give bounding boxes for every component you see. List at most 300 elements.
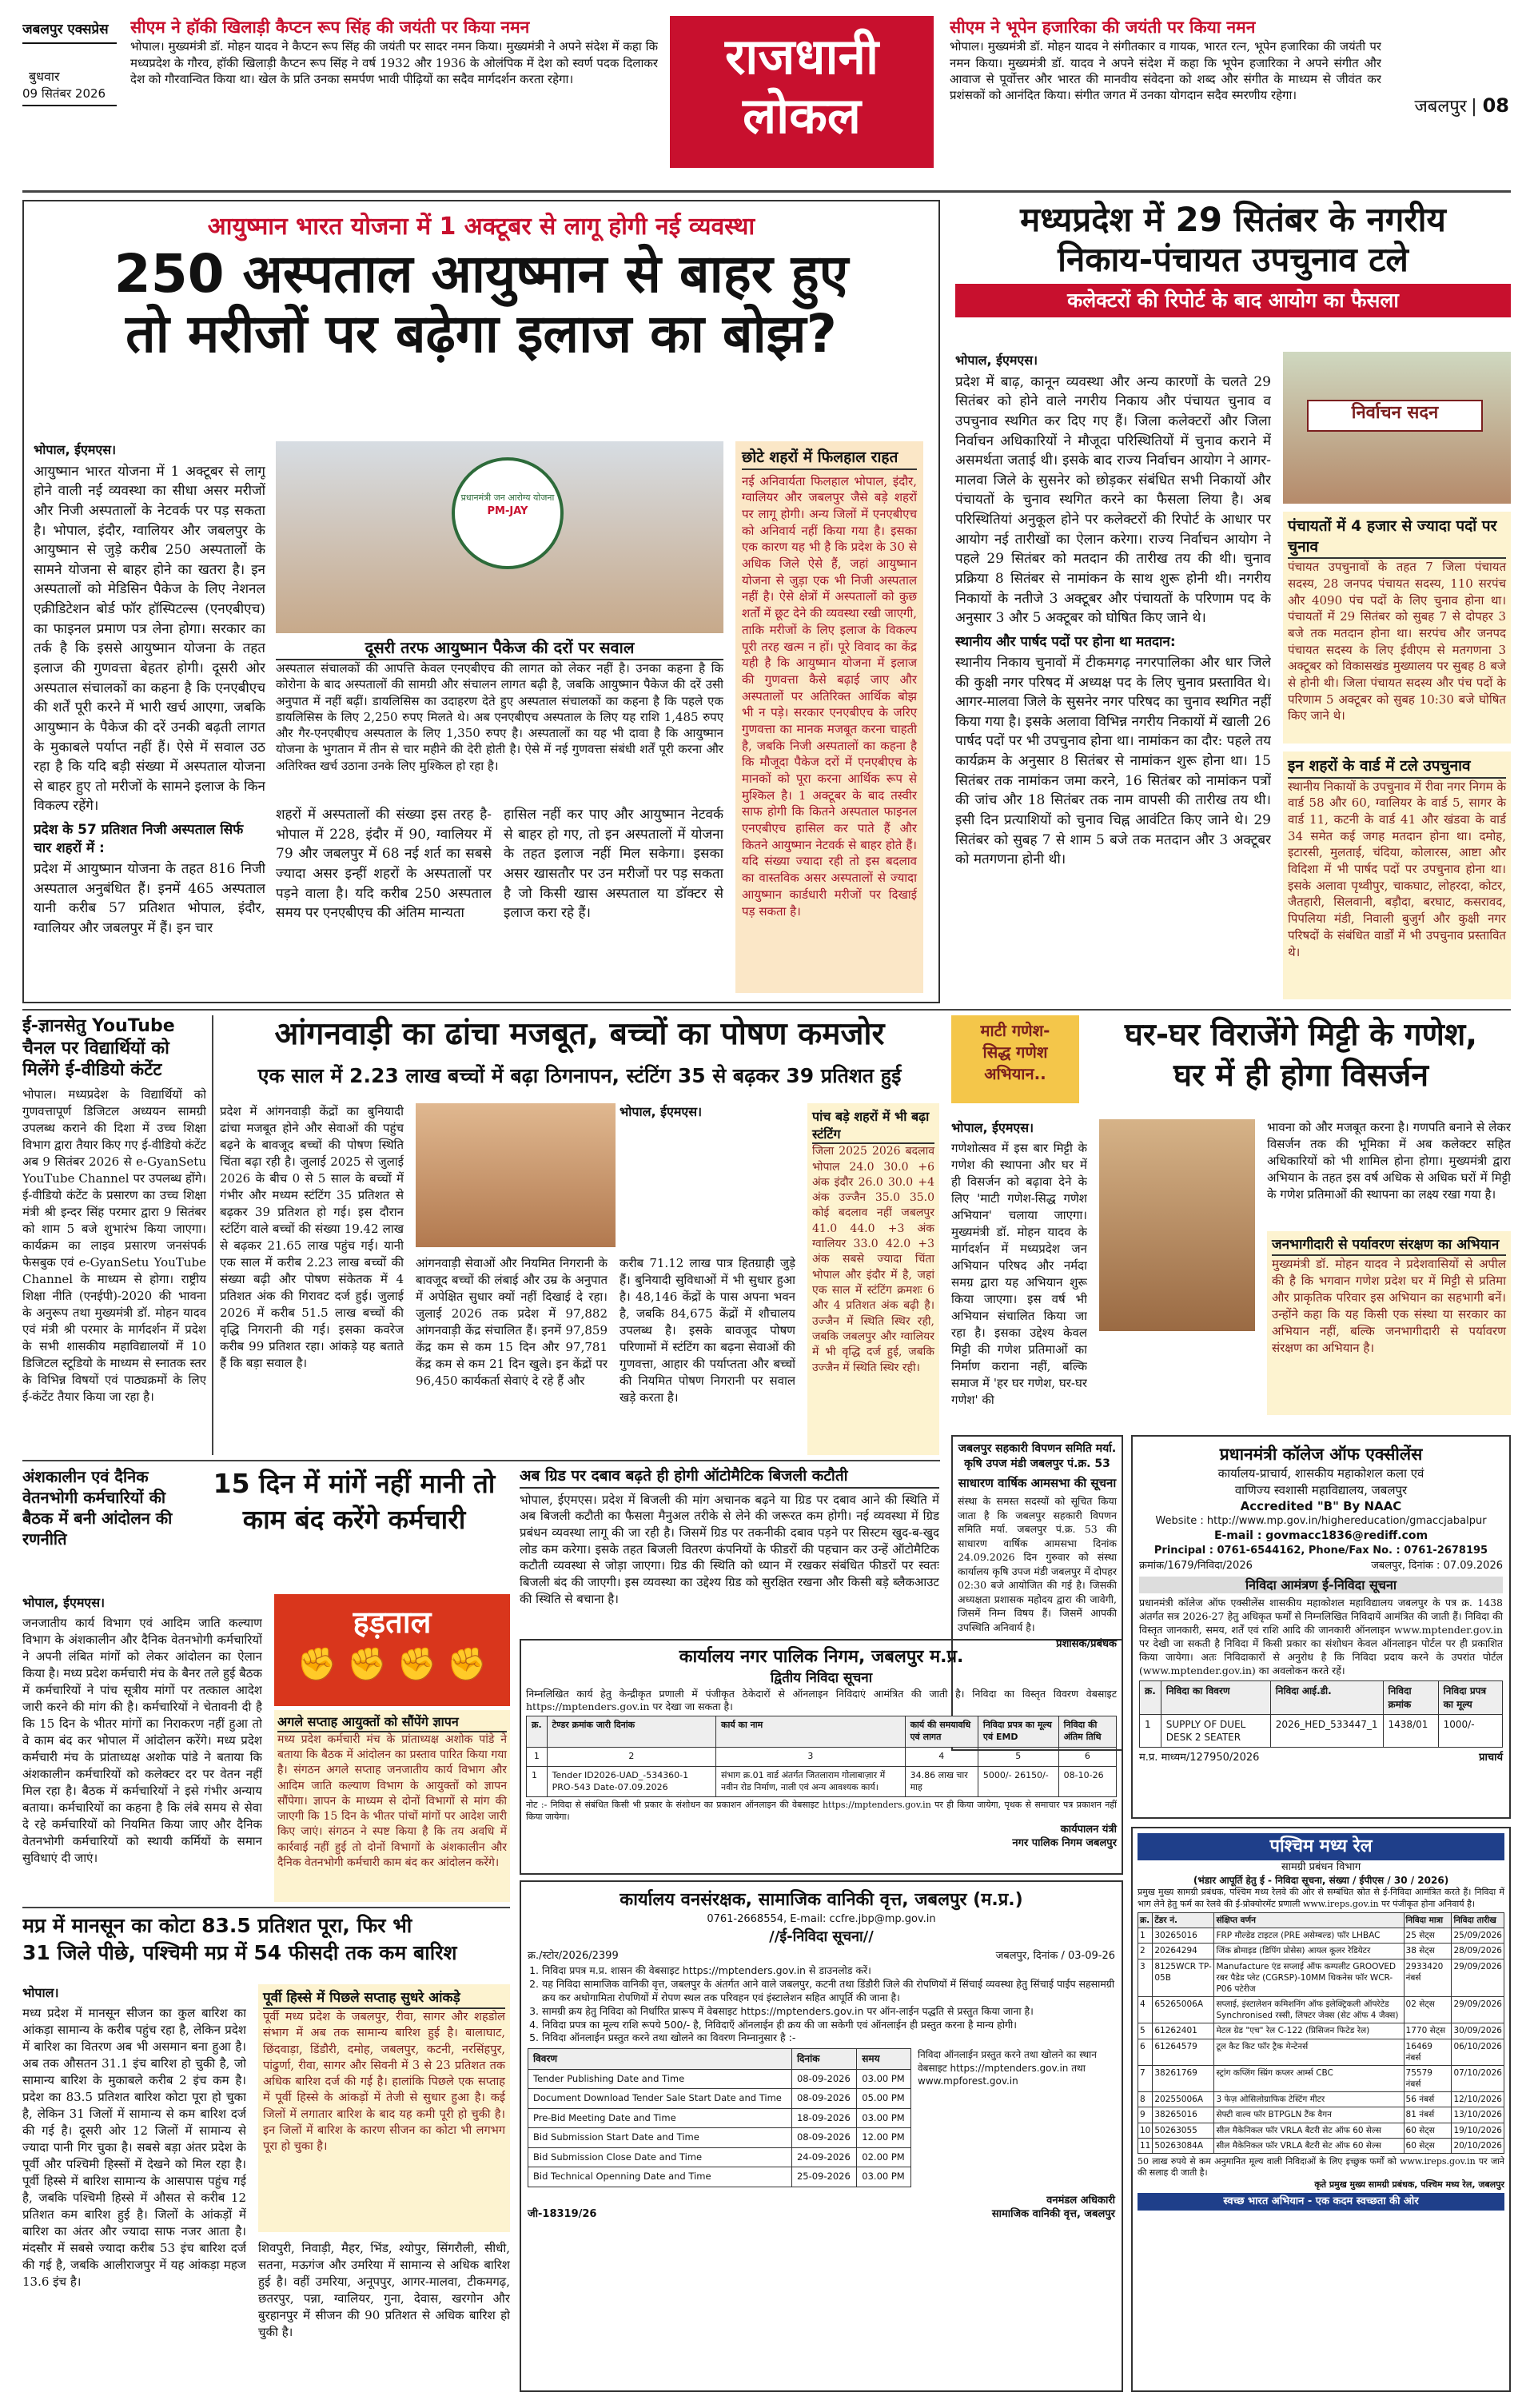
ayushman-col3-text: हासिल नहीं कर पाए और आयुष्मान नेटवर्क से बाहर हो गए, तो इन अस्पतालों में योजना के तहत इलाज नहीं मिल सकेगा। इसका असर खासतौर पर उन मरीजों पर पड़ सकता है जो किसी खास अस्पताल या डॉक्टर से इलाज करा रहे हैं।	[504, 807, 723, 922]
table-cell: 30/09/2026	[1452, 2023, 1504, 2039]
table-cell: सप्लाई, इंस्टालेशन कमिशनिंग ऑफ इलेक्ट्रिकली ऑपरेटेड Synchronised रस्सी, लिफ्टर जेक्स (सेट ऑफ 4 जैक्स)	[1214, 1997, 1404, 2023]
election-box1-text: पंचायत उपचुनावों के तहत 7 जिला पंचायत सदस्य, 28 जनपद पंचायत सदस्य, 110 सरपंच और 4090 पंच पदों के लिए चुनाव होना था। पंचायतों में 29 सितंबर को सुबह 7 से दोपहर 3 बजे तक मतदान होना था। सरपंच और जनपद पंचायत सदस्य के लिए ईवीएम से मतगणना 3 अक्टूबर को विकासखंड मुख्यालय पर सुबह 8 बजे से होनी थी। जिला पंचायत सदस्य और पंच पदों के परिणाम 5 अक्टूबर को सुबह 10:30 बजे घोषित किए जाने थे।	[1288, 560, 1506, 724]
ganesh-dateline: भोपाल, ईएमएस।	[951, 1120, 1034, 1135]
table-cell: 03.00 PM	[857, 2167, 911, 2187]
ganesh-tag-1: माटी गणेश-	[980, 1021, 1050, 1040]
election-box2	[1283, 752, 1511, 999]
table-cell: 11	[1138, 2138, 1153, 2153]
table-cell: 3	[1138, 1959, 1153, 1997]
table-row	[528, 2089, 911, 2109]
table-row	[1140, 1714, 1503, 1747]
anganwadi-col1	[220, 1103, 404, 1455]
railway-tender-head: (भंडार आपूर्ति हेतु ई - निविदा सूचना, संख्या / ईपीएस / 30 / 2026)	[1193, 1875, 1449, 1887]
table-cell: मेटल ग्रेड "एच" रेल C-122 (प्रिसिजन फिटेड रेल)	[1214, 2023, 1404, 2039]
table-cell: 1	[527, 1766, 548, 1797]
ayushman-caption-title: दूसरी तरफ आयुष्मान पैकेज की दरों पर सवाल	[276, 637, 723, 660]
table-cell: FRP मौल्डेड टाइटल (PRE असेम्बल्ड) फॉर LHBAC	[1214, 1928, 1404, 1944]
table-cell: 18-09-2026	[791, 2108, 856, 2128]
list-item: 3. सामग्री क्रय हेतु निविदा को निर्धारित प्रारूप में वेबसाइट https://mptenders.gov.in पर ऑन-लाईन पद्धति से प्रस्तुत किया जाना है।	[542, 2005, 1115, 2019]
ayushman-dateline: भोपाल, ईएमएस।	[34, 442, 117, 457]
monsoon-headline-1: मप्र में मानसून का कोटा 83.5 प्रतिशत पूरा, फिर भी	[22, 1914, 412, 1937]
table-cell: 4	[905, 1747, 978, 1766]
karmchari-kicker-wrap	[22, 1466, 190, 1586]
table-cell: 81 नंबर्स	[1404, 2107, 1452, 2123]
brief-bhupen	[950, 16, 1381, 168]
van-contact: 0761-2668554, E-mail: ccfre.jbp@mp.gov.in	[707, 1912, 936, 1925]
van-ref-date: जबलपुर, दिनांक / 03-09-26	[995, 1949, 1115, 1962]
table-row	[528, 2069, 911, 2089]
monsoon-col3-text: शिवपुरी, निवाड़ी, मैहर, भिंड, श्योपुर, सिंगरौली, सीधी, सतना, मऊगंज और उमरिया में सामान्य से अधिक बारिश हुई है। वहीं उमरिया, अनूपपुर, आगर-मालवा, टीकमगढ़, छतरपुर, पन्ना, ग्वालियर, गुना, देवास, खरगोन और बुरहानपुर में सीजन की 90 प्रतिशत से अधिक बारिश हो चुकी है।	[258, 2241, 510, 2339]
brief-bhupen-text: भोपाल। मुख्यमंत्री डॉ. मोहन यादव ने संगीतकार व गायक, भारत रत्न, भूपेन हजारिका की जयंती पर नमन किया। मुख्यमंत्री डॉ. यादव ने अपने संदेश में कहा कि भूपेन हजारिका ने अपने संगीत और आवाज से पूर्वोत्तर और भारत की मानवीय संवेदना को शब्द और संगीत के माध्यम से जीवंत कर प्रशंसकों को आनंदित किया। संगीत जगत में उनका योगदान सदैव स्मरणीय रहेगा।	[950, 39, 1381, 103]
table-cell: Pre-Bid Meeting Date and Time	[528, 2108, 792, 2128]
election-col1	[955, 352, 1271, 999]
page-label: जबलपुर | 08	[1414, 94, 1509, 117]
story-karmchari	[22, 1466, 510, 1902]
table-cell: 08-09-2026	[791, 2089, 856, 2109]
van-ref-row	[528, 1949, 1115, 1963]
college-ref-date: जबलपुर, दिनांक : 07.09.2026	[1371, 1560, 1503, 1573]
table-cell: 65265006A	[1153, 1997, 1214, 2023]
election-box2-text: स्थानीय निकायों के उपचुनाव में रीवा नगर निगम के वार्ड 58 और 60, ग्वालियर के वार्ड 5, सागर के वार्ड 11, कटनी के वार्ड 41 और खंडवा के वार्ड 34 समेत कई जगह मतदान होना था। दमोह, इटारसी, मुलताई, चंदिया, कोलारस, आष्टा और विदिशा में भी पार्षद पदों पर उपचुनाव होना था। इसके अलावा पृथ्वीपुर, चाकघाट, लोहरदा, कोटर, जैतहारी, सिलवानी, बड़ौदा, बरघाट, कसरावद, पिपलिया मंडी, निवाली बुजुर्ग और कुक्षी नगर परिषदों के संबंधित वार्डों में भी उपचुनाव प्रस्तावित थे।	[1288, 779, 1506, 959]
table-cell: 1	[1138, 1928, 1153, 1944]
nigam-signature	[526, 1823, 1117, 1851]
ayushman-col3	[504, 805, 723, 993]
election-body2: स्थानीय निकाय चुनावों में टीकमगढ़ नगरपालिका और धार जिले की कुक्षी नगर परिषद में अध्यक्ष पद के लिए चुनाव प्रस्तावित थे। आगर-मालवा जिले के सुसनेर नगर परिषद का चुनाव स्थगित नहीं किया गया है। इसके अलावा विभिन्न नगरीय निकायों में खाली 26 पार्षद पदों पर भी उपचुनाव होना था। नामांकन का दौर: पहले तय कार्यक्रम के अनुसार 8 सितंबर से नामांकन शुरू होना था। 15 सितंबर तक नामांकन जमा करने, 16 सितंबर को नामांकन पत्रों की जांच और 18 सितंबर तक नाम वापसी की तारीख तय थी। इसी दिन प्रत्याशियों को चुनाव चिह्न आवंटित किए जाने थे। 29 सितंबर को सुबह 7 से शाम 5 बजे तक मतदान और 3 अक्टूबर को मतगणना होनी थी।	[955, 654, 1271, 868]
table-cell: Document Download Tender Sale Start Date and Time	[528, 2089, 792, 2109]
table-cell: 30265016	[1153, 1928, 1214, 1944]
table-cell: 5000/- 26150/-	[978, 1766, 1058, 1797]
day: बुधवार	[29, 68, 60, 84]
ad-college	[1131, 1435, 1511, 1819]
van-sign-1: वनमंडल अधिकारी	[1046, 2194, 1115, 2207]
table-row	[1138, 2092, 1504, 2107]
van-side-note: निविदा ऑनलाईन प्रस्तुत करने तथा खोलने का स्थान वेबसाइट https://mptenders.gov.in तथा www.mpforest.gov.in	[918, 2049, 1097, 2087]
page-number: 08	[1482, 94, 1509, 117]
railway-note: 50 लाख रुपये से कम अनुमानित मूल्य वाली निविदाओं के लिए इच्छुक फर्मों को www.ireps.gov.in पर जाने की सलाह दी जाती है।	[1138, 2155, 1504, 2179]
sahkari-sign: प्रशासक/प्रबंधक	[1056, 1638, 1117, 1651]
table-cell: 08-09-2026	[791, 2069, 856, 2089]
egyan-headline: ई-ज्ञानसेतु YouTube चैनल पर विद्यार्थियों को मिलेंगे ई-वीडियो कंटेंट	[22, 1016, 175, 1080]
monsoon-box-text: पूर्वी मध्य प्रदेश के जबलपुर, रीवा, सागर और शहडोल संभाग में अब तक सामान्य बारिश हुई है। बालाघाट, छिंदवाड़ा, डिंडौरी, दमोह, जबलपुर, कटनी, नरसिंहपुर, पांढुर्णा, रीवा, सागर और सिवनी में 3 से 23 प्रतिशत तक अधिक बारिश दर्ज की गई है। हालांकि पिछले एक सप्ताह में पूर्वी हिस्से के आंकड़ों में तेजी से सुधार हुआ है। कई जिलों में लगातार बारिश के बाद यह कमी पूरी हो चुकी है। इन जिलों में बारिश के कारण सीजन का कोटा भी लगभग पूरा हो चुका है।	[263, 2010, 505, 2154]
anganwadi-photo	[416, 1103, 616, 1247]
table-cell: 8125WCR TP-05B	[1153, 1959, 1214, 1997]
sahkari-address: कृषि उपज मंडी जबलपुर पं.क्र. 53	[964, 1457, 1110, 1470]
table-cell: Bid Submission Close Date and Time	[528, 2147, 792, 2167]
bijli-headline: अब ग्रिड पर दबाव बढ़ते ही होगी ऑटोमैटिक बिजली कटौती	[520, 1466, 939, 1489]
table-header: निविदा का विवरण	[1161, 1681, 1270, 1714]
list-item: 1. निविदा प्रपत्र म.प्र. शासन की वेबसाइट https://mptenders.gov.in से डाउनलोड करें।	[542, 1964, 1115, 1978]
table-cell: सील मैकेनिकल फॉर VRLA बैटरी सेट ऑफ 60 सेल्स	[1214, 2138, 1404, 2153]
monsoon-dateline: भोपाल।	[22, 1985, 59, 2000]
table-cell: 61264579	[1153, 2039, 1214, 2065]
table-cell: 28/09/2026	[1452, 1944, 1504, 1959]
ayushman-headline-1: 250 अस्पताल आयुष्मान से बाहर हुए	[114, 242, 849, 305]
table-cell: सील मैकेनिकल फॉर VRLA बैटरी सेट ऑफ 60 सेल्स	[1214, 2123, 1404, 2138]
anganwadi-dateline-wrap	[620, 1103, 779, 1122]
table-cell: 2	[1138, 1944, 1153, 1959]
sahkari-body: संस्था के समस्त सदस्यों को सूचित किया जाता है कि जबलपुर सहकारी विपणन समिति मर्या. जबलपुर पं.क्र. 53 की साधारण वार्षिक आमसभा दिनांक 24.09.2026 दिन गुरुवार को संस्था कार्यालय कृषि उपज मंडी जबलपुर में दोपहर 02:30 बजे आयोजित की गई है। जिसकी अध्यक्षता प्रशासक महोदय द्वारा की जावेगी, जिसमें निम्न विषय हैं। जिसमें आपकी उपस्थिति अनिवार्य है।	[958, 1495, 1117, 1633]
table-cell: 34.86 लाख चार माह	[905, 1766, 978, 1797]
nigam-sign-1: कार्यपालन यंत्री	[1060, 1823, 1117, 1836]
nigam-title: कार्यालय नगर पालिक निगम, जबलपुर म.प्र.	[679, 1647, 964, 1667]
ganesh-body1: गणेशोत्सव में इस बार मिट्टी के गणेश की स्थापना और घर में ही विसर्जन को बढ़ावा देने के लिए 'माटी गणेश-सिद्ध गणेश अभियान' चलाया जाएगा। मुख्यमंत्री डॉ. मोहन यादव के मार्गदर्शन में मध्यप्रदेश जन अभियान परिषद और नर्मदा समग्र द्वारा यह अभियान शुरू किया जाएगा। इस वर्ष भी अभियान संचालित किया जा रहा है। इसका उद्देश्य केवल मिट्टी की गणेश प्रतिमाओं का निर्माण कराना नहीं, बल्कि समाज में 'हर घर गणेश, घर-घर गणेश' की	[951, 1140, 1087, 1407]
nigam-note: नोट :- निविदा से संबंधित किसी भी प्रकार के संशोधन का प्रकाशन ऑनलाइन की वेबसाइट https://mptenders.gov.in पर ही किया जायेगा, पृथक से समाचार पत्र प्रकाशन नहीं किया जायेगा।	[526, 1800, 1117, 1822]
table-row	[528, 2128, 911, 2148]
railway-table-body	[1138, 1928, 1504, 2154]
ayushman-caption-text: अस्पताल संचालकों की आपत्ति केवल एनएबीएच की लागत को लेकर नहीं है। उनका कहना है कि कोरोना के बाद अस्पतालों की सामग्री और संचालन लागत बढ़ी है, जबकि आयुष्मान पैकेज की दरें उसी अनुपात में नहीं बढ़ीं। डायलिसिस का उदाहरण देते हुए अस्पताल संचालकों का कहना है कि पहले एक डायलिसिस के लिए 2,250 रुपए मिलते थे। अब एनएबीएच अस्पताल के लिए यह राशि 1,485 रुपए और गैर-एनएबीएच अस्पताल के लिए 1,350 रुपए है। अस्पतालों का यह भी दावा है कि आयुष्मान योजना के भुगतान में तीन से चार महीने की देरी होती है। ऐसे में नई गुणवत्ता संबंधी शर्तें पूरी करना और अतिरिक्त खर्च उठाना उनके लिए मुश्किल हो रहा है।	[276, 661, 723, 773]
college-phone: Principal : 0761-6544162, Phone/Fax No. : 0761-2678195	[1153, 1544, 1488, 1557]
pmjay-logo-icon	[452, 457, 564, 569]
table-cell: 16469 नंबर्स	[1404, 2039, 1452, 2065]
college-sub1: कार्यालय-प्राचार्य, शासकीय महाकोशल कला एवं	[1217, 1466, 1424, 1481]
table-row	[1138, 2039, 1504, 2065]
table-cell: 61262401	[1153, 2023, 1214, 2039]
karmchari-body: जनजातीय कार्य विभाग एवं आदिम जाति कल्याण विभाग के अंशकालीन और दैनिक वेतनभोगी कर्मचारियों ने अपनी लंबित मांगों को लेकर आंदोलन का ऐलान किया है। मध्य प्रदेश कर्मचारी मंच के बैनर तले हुई बैठक में कर्मचारियों ने पांच सूत्रीय मांगों पर तत्काल आदेश जारी करने की मांग की है। कर्मचारियों ने चेतावनी दी है कि 15 दिन के भीतर मांगों का निराकरण नहीं हुआ तो वे काम बंद कर भोपाल में आंदोलन करेंगे। मध्य प्रदेश कर्मचारी मंच के प्रांताध्यक्ष अशोक पांडे ने बताया कि अंशकालीन कर्मचारियों को कलेक्टर दर पर वेतन नहीं मिल रहा है। बैठक में कर्मचारियों ने इसे गंभीर अन्याय बताया। कर्मचारियों का कहना है कि लंबे समय से सेवा दे रहे कर्मचारियों को नियमित किया जाए और दैनिक वेतनभोगी कर्मचारियों को स्थायी कर्मियों के समान सुविधाएं दी जाएं।	[22, 1615, 262, 1865]
van-table-wrap	[528, 2048, 1115, 2187]
railway-title: पश्चिम मध्य रेल	[1138, 1833, 1504, 1860]
ganesh-col1	[951, 1119, 1087, 1431]
ayushman-photo	[276, 441, 723, 633]
ayushman-sidebar-title: छोटे शहरों में फिलहाल राहत	[742, 448, 917, 470]
van-sign-2: सामाजिक वानिकी वृत्त, जबलपुर	[991, 2208, 1115, 2221]
table-cell: 29/09/2026	[1452, 1959, 1504, 1997]
ganesh-tag-3: अभियान..	[984, 1064, 1046, 1083]
table-row	[1138, 2138, 1504, 2153]
table-header: टेंडर नं.	[1153, 1913, 1214, 1928]
ayushman-col1	[34, 441, 265, 993]
table-cell: 60 सेट्स	[1404, 2138, 1452, 2153]
list-item: 2. यह निविदा सामाजिक वानिकी वृत्त, जबलपुर के अंतर्गत आने वाले जबलपुर, कटनी तथा डिंडौरी जिले की रोपणियों में सिंचाई व्यवस्था हेतु सिंचाई पाईप सहसामग्री क्रय कर अधोगामिता रोपणियों में रोपण स्थल तक परिवहन एवं इंस्टालेशन सहित आपूर्ति की जाना है।	[542, 1978, 1115, 2005]
table-cell: 03.00 PM	[857, 2108, 911, 2128]
anganwadi-col2-text: आंगनवाड़ी सेवाओं और नियमित निगरानी के बावजूद बच्चों की लंबाई और उम्र के अनुपात में अपेक्षित सुधार क्यों नहीं दिखाई दे रहा। जुलाई 2026 तक प्रदेश में 97,882 आंगनवाड़ी केंद्र संचालित हैं। इनमें 97,859 केंद्र कम से कम 15 दिन और 97,781 केंद्र कम से कम 21 दिन खुले। इन केंद्रों पर 96,450 कार्यकर्ता सेवाएं दे रहे हैं और	[416, 1256, 608, 1388]
ganesh-headline-2: घर में ही होगा विसर्जन	[1173, 1057, 1429, 1094]
van-footer	[528, 2194, 1115, 2222]
nigam-intro: निम्नलिखित कार्य हेतु केन्द्रीकृत प्रणाली में पंजीकृत ठेकेदारों से ऑनलाइन निविदाएं आमंत्रित की जाती है। निविदा का विस्तृत विवरण वेबसाइट https://mptenders.gov.in पर देखा जा सकता है।	[526, 1687, 1117, 1712]
election-box1	[1283, 512, 1511, 744]
table-header-row	[1138, 1913, 1504, 1928]
anganwadi-col2	[416, 1255, 608, 1455]
ad-railway	[1131, 1827, 1511, 2392]
college-accreditation: Accredited "B" By NAAC	[1240, 1498, 1402, 1513]
nigam-tender-table	[526, 1716, 1117, 1797]
van-sub: //ई-निविदा सूचना//	[769, 1928, 874, 1946]
paper-name: जबलपुर एक्सप्रेस	[22, 21, 117, 44]
table-row	[1138, 1997, 1504, 2023]
table-cell: 8	[1138, 2092, 1153, 2107]
table-cell: 24-09-2026	[791, 2147, 856, 2167]
story-ganesh	[951, 1015, 1511, 1431]
anganwadi-col1-text: प्रदेश में आंगनवाड़ी केंद्रों का बुनियादी ढांचा मजबूत होने और सेवाओं की पहुंच बढ़ने के बावजूद बच्चों की पोषण स्थिति चिंता बढ़ा रही है। जुलाई 2025 से जुलाई 2026 के बीच 0 से 5 साल के बच्चों में गंभीर और मध्यम स्टंटिंग 35 प्रतिशत से बढ़कर 39 प्रतिशत हो गई। इस दौरान स्टंटिंग वाले बच्चों की संख्या 19.42 लाख से बढ़कर 21.65 लाख पहुंच गई। यानी एक साल में करीब 2.23 लाख बच्चों की संख्या बढ़ी और पोषण संकेतक में 4 प्रतिशत अंक की गिरावट दर्ज हुई। जुलाई 2026 में करीब 51.5 लाख बच्चों की वृद्धि निगरानी की गई। इसका कवरेज करीब 99 प्रतिशत रहा। आंकड़े यह बताते हैं कि बड़ा सवाल है।	[220, 1104, 404, 1370]
college-footer	[1139, 1751, 1503, 1765]
ganesh-tag	[951, 1015, 1079, 1103]
karmchari-kicker: अंशकालीन एवं दैनिक वेतनभोगी कर्मचारियों की बैठक में बनी आंदोलन की रणनीति	[22, 1467, 173, 1549]
table-header: दिनांक	[791, 2049, 856, 2069]
table-cell: 07/10/2026	[1452, 2065, 1504, 2091]
ganesh-headline-wrap	[1091, 1015, 1511, 1111]
karmchari-headline-1: 15 दिन में मांगें नहीं मानी तो	[213, 1468, 496, 1499]
table-header: क्र.	[1138, 1913, 1153, 1928]
table-header: संक्षिप्त वर्णन	[1214, 1913, 1404, 1928]
railway-sub: सामग्री प्रबंधन विभाग	[1281, 1860, 1361, 1873]
table-cell: 5	[1138, 2023, 1153, 2039]
ganesh-box	[1267, 1231, 1511, 1415]
nigam-sign-2: नगर पालिक निगम जबलपुर	[1012, 1837, 1117, 1850]
ganesh-tag-2: सिद्ध गणेश	[982, 1043, 1048, 1062]
ayushman-subhead: प्रदेश के 57 प्रतिशत निजी अस्पताल सिर्फ चार शहरों में :	[34, 822, 244, 857]
table-cell: 1	[527, 1747, 548, 1766]
table-cell: संभाग क्र.01 वार्ड अंतर्गत जितलाराम गोलाबाज़ार में नवीन रोड निर्माण, नाली एवं अन्य आवश्यक कार्य।	[716, 1766, 906, 1797]
table-cell: 50263084A	[1153, 2138, 1214, 2153]
monsoon-box	[258, 1984, 510, 2232]
karmchari-caption-text: मध्य प्रदेश कर्मचारी मंच के प्रांताध्यक्ष अशोक पांडे ने बताया कि बैठक में आंदोलन का प्रस्ताव पारित किया गया है। संगठन अगले सप्ताह जनजातीय कार्य विभाग और आदिम जाति कल्याण विभाग के आयुक्तों को ज्ञापन सौंपेगा। ज्ञापन के माध्यम से दोनों विभागों से मांग की जाएगी कि 15 दिन के भीतर पांचों मांगों पर आदेश जारी किए जाएं। संगठन ने स्पष्ट किया है कि तय अवधि में कार्रवाई नहीं हुई तो दोनों विभागों के अंशकालीन और दैनिक वेतनभोगी कर्मचारी काम बंद कर आंदोलन करेंगे।	[277, 1732, 507, 1870]
anganwadi-dateline: भोपाल, ईएमएस।	[620, 1104, 703, 1119]
table-row	[528, 2167, 911, 2187]
table-header-row	[528, 2049, 911, 2069]
karmchari-strike-image	[274, 1594, 510, 1706]
table-cell: 12/10/2026	[1452, 2092, 1504, 2107]
college-email: E-mail : govmacc1836@rediff.com	[1213, 1529, 1428, 1542]
election-building-label: निर्वाचन सदन	[1307, 400, 1483, 432]
table-cell: Bid Submission Start Date and Time	[528, 2128, 792, 2148]
table-cell: 2	[547, 1747, 715, 1766]
table-header: निविदा मात्रा	[1404, 1913, 1452, 1928]
table-cell: 56 नंबर्स	[1404, 2092, 1452, 2107]
college-body: प्रधानमंत्री कॉलेज ऑफ एक्सीलेंस शासकीय महाकोशल महाविद्यालय जबलपुर के पत्र क्र. 1438 अंतर्गत सत्र 2026-27 हेतु अधिकृत फर्मों से निम्नलिखित निविदायें आमंत्रित की जाती हैं। निविदा की विस्तृत जानकारी, समय, शर्तें एवं राशि आदि की जानकारी ऑनलाइन www.mptender.gov.in पर देखी जा सकती है निविदा में किसी प्रकार का संशोधन केवल ऑनलाइन पोर्टल पर ही प्रकाशित किया जायेगा। अतः निविदाकारों से अनुरोध है कि निविदा प्रदाय करने के उपरांत पोर्टल (www.mptender.gov.in) का अवलोकन करते रहें।	[1139, 1597, 1503, 1676]
pmjay-logo-sub: PM-JAY	[487, 504, 528, 517]
college-website: Website : http://www.mp.gov.in/highereducation/gmaccjabalpur	[1155, 1515, 1487, 1528]
table-header: क्र.	[527, 1716, 548, 1748]
monsoon-body: मध्य प्रदेश में मानसून सीजन का कुल बारिश का आंकड़ा सामान्य के करीब पहुंच रहा है, लेकिन प्रदेश में बारिश का वितरण अब भी असमान बना हुआ है। अब तक औसतन 31.1 इंच बारिश हो चुकी है, जो सामान्य बारिश के मुकाबले करीब 2 इंच कम है। प्रदेश का 83.5 प्रतिशत बारिश कोटा पूरा हो चुका है, लेकिन 31 जिलों में सामान्य से कम बारिश दर्ज की गई है। दूसरी ओर 12 जिलों में सामान्य से ज्यादा पानी गिर चुका है। सबसे बड़ा अंतर प्रदेश के पूर्वी और पश्चिमी हिस्सों में देखने को मिल रहा है। पूर्वी हिस्से में बारिश सामान्य के आसपास पहुंच गई है, जबकि पश्चिमी हिस्से में औसत से करीब 12 प्रतिशत कम बारिश हुई है। जिलों के आंकड़ों में बारिश का अंतर और ज्यादा साफ नजर आता है। मंदसौर में सबसे ज्यादा करीब 53 इंच बारिश दर्ज की गई है, जबकि आलीराजपुर में यह आंकड़ा महज 13.6 इंच है।	[22, 2005, 246, 2289]
table-cell: 20264294	[1153, 1944, 1214, 1959]
railway-slogan: स्वच्छ भारत अभियान - एक कदम स्वच्छता की ओर	[1138, 2193, 1504, 2211]
brief-bhupen-title: सीएम ने भूपेन हजारिका की जयंती पर किया नमन	[950, 18, 1256, 37]
table-cell: 6	[1138, 2039, 1153, 2065]
table-cell: SUPPLY OF DUEL DESK 2 SEATER	[1161, 1714, 1270, 1747]
table-cell: 25/09/2026	[1452, 1928, 1504, 1944]
table-cell: Manufacture एंड सप्लाई ऑफ कम्पलीट GROOVED रबर पैडेड प्लेट (CGRSP)-10MM थिकनेस फॉर WCR-P06 पटेरीज	[1214, 1959, 1404, 1997]
table-cell: टूल कैट किट फॉर ट्रैक मेन्टेनर्स	[1214, 2039, 1404, 2065]
section-line1: राजधानी	[724, 27, 879, 86]
table-cell: 3 फेज़ ओसिलोग्राफिक टेस्टिंग मीटर	[1214, 2092, 1404, 2107]
table-row	[1138, 2107, 1504, 2123]
table-header-row	[1140, 1681, 1503, 1714]
table-cell: 2026_HED_533447_1	[1270, 1714, 1383, 1747]
raised-fist-icon: ✊ ✊ ✊ ✊	[297, 1646, 488, 1684]
railway-tender-table	[1138, 1912, 1504, 2154]
ganesh-box-title: जनभागीदारी से पर्यावरण संरक्षण का अभियान	[1272, 1236, 1506, 1256]
election-headline-2: निकाय-पंचायत उपचुनाव टले	[1058, 240, 1408, 280]
table-cell: 5	[978, 1747, 1058, 1766]
sahkari-org: जबलपुर सहकारी विपणन समिति मर्या.	[958, 1442, 1117, 1455]
karmchari-dateline: भोपाल, ईएमएस।	[22, 1595, 106, 1610]
table-cell: 10	[1138, 2123, 1153, 2138]
story-egyansetu	[22, 1015, 206, 1455]
karmchari-col1	[22, 1594, 262, 1902]
anganwadi-deck: एक साल में 2.23 लाख बच्चों में बढ़ा ठिगनापन, स्टंटिंग 35 से बढ़कर 39 प्रतिशत हुई	[257, 1063, 902, 1087]
table-cell: 1	[1140, 1714, 1161, 1747]
ayushman-sidebar-text: नई अनिवार्यता फिलहाल भोपाल, इंदौर, ग्वालियर और जबलपुर जैसे बड़े शहरों पर लागू होगी। अन्य जिलों में एनएबीएच को अनिवार्य नहीं किया गया है। इसका एक कारण यह भी है कि प्रदेश के 30 से अधिक जिले ऐसे हैं, जहां आयुष्मान योजना से जुड़ा एक भी निजी अस्पताल नहीं है। ऐसे क्षेत्रों में अस्पतालों को कुछ शर्तों में छूट देने की व्यवस्था रखी जाएगी, ताकि मरीजों के लिए इलाज के विकल्प पूरी तरह खत्म न हों। पूरे विवाद का केंद्र यही है कि आयुष्मान योजना में इलाज की गुणवत्ता कैसे बढ़ाई जाए और अस्पतालों पर अतिरिक्त आर्थिक बोझ भी न पड़े। सरकार एनएबीएच के जरिए गुणवत्ता का मानक मजबूत करना चाहती है, जबकि निजी अस्पतालों का कहना है कि मौजूदा पैकेज दरों में एनएबीएच के मानकों को पूरा करना आर्थिक रूप से मुश्किल है। 1 अक्टूबर के बाद तस्वीर साफ होगी कि कितने अस्पताल फाइनल एनएबीएच हासिल कर पाते हैं और कितने आयुष्मान नेटवर्क से बाहर होते हैं। यदि संख्या ज्यादा रही तो इस बदलाव का वास्तविक असर अस्पतालों से ज्यादा आयुष्मान कार्डधारी मरीजों पर दिखाई पड़ सकता है।	[742, 473, 917, 919]
table-header: टेण्डर क्रमांक जारी दिनांक	[547, 1716, 715, 1748]
karmchari-caption-title: अगले सप्ताह आयुक्तों को सौंपेंगे ज्ञापन	[277, 1713, 507, 1732]
table-row	[1138, 1944, 1504, 1959]
ganesh-headline-1: घर-घर विराजेंगे मिट्टी के गणेश,	[1124, 1017, 1478, 1053]
table-cell: 02.00 PM	[857, 2147, 911, 2167]
table-header: विवरण	[528, 2049, 792, 2069]
college-title: प्रधानमंत्री कॉलेज ऑफ एक्सीलेंस	[1219, 1445, 1423, 1464]
van-ref: क्र./स्टोर/2026/2399	[528, 1949, 619, 1962]
table-header: कार्य का नाम	[716, 1716, 906, 1748]
table-header: समय	[857, 2049, 911, 2069]
election-photo	[1283, 352, 1511, 504]
paper-name-block	[22, 21, 117, 181]
table-header: क्र.	[1140, 1681, 1161, 1714]
karmchari-headline-wrap	[198, 1466, 510, 1586]
monsoon-box-title: पूर्वी हिस्से में पिछले सप्ताह सुधरे आंकड़े	[263, 1989, 505, 2009]
ayushman-kicker: आयुष्मान भारत योजना में 1 अक्टूबर से लागू होगी नई व्यवस्था	[207, 213, 755, 241]
story-ayushman	[22, 200, 940, 1003]
election-box2-title: इन शहरों के वार्ड में टले उपचुनाव	[1288, 756, 1506, 779]
table-cell: 9	[1138, 2107, 1153, 2123]
table-row	[528, 2108, 911, 2128]
ayushman-sidebar	[735, 441, 923, 993]
table-cell: 50263055	[1153, 2123, 1214, 2138]
strike-label: हड़ताल	[353, 1605, 432, 1640]
table-cell: 7	[1138, 2065, 1153, 2091]
table-cell: 05.00 PM	[857, 2089, 911, 2109]
table-cell: 3	[716, 1747, 906, 1766]
ayushman-headline-2: तो मरीजों पर बढ़ेगा इलाज का बोझ?	[126, 303, 837, 365]
brief-hockey	[130, 16, 658, 136]
date: 09 सितंबर 2026	[22, 86, 117, 106]
college-footer-left: म.प्र. माध्यम/127950/2026	[1139, 1752, 1260, 1764]
college-footer-right: प्राचार्य	[1479, 1752, 1503, 1764]
table-cell: 19/10/2026	[1452, 2123, 1504, 2138]
ayushman-col1b-text: प्रदेश में आयुष्मान योजना के तहत 816 निजी अस्पताल अनुबंधित हैं। इनमें 465 अस्पताल यानी करीब 57 प्रतिशत भोपाल, इंदौर, ग्वालियर और जबलपुर में हैं। इन चार	[34, 861, 265, 936]
table-cell: सेफ्टी वाल्व फॉर BTPGLN टैंक वैगन	[1214, 2107, 1404, 2123]
table-cell: 03.00 PM	[857, 2069, 911, 2089]
section-line2: लोकल	[743, 86, 861, 146]
table-row	[1138, 2023, 1504, 2039]
anganwadi-headline: आंगनवाड़ी का ढांचा मजबूत, बच्चों का पोषण कमजोर	[274, 1016, 885, 1052]
table-cell: 25 सेट्स	[1404, 1928, 1452, 1944]
table-cell: 75579 नंबर्स	[1404, 2065, 1452, 2091]
table-cell: 29/09/2026	[1452, 1997, 1504, 2023]
karmchari-caption	[274, 1710, 510, 1902]
monsoon-col3	[258, 2240, 510, 2392]
table-cell: 6	[1058, 1747, 1116, 1766]
ganesh-col2	[1267, 1119, 1511, 1223]
ganesh-body2: भावना को और मजबूत करना है। गणपति बनाने से लेकर विसर्जन तक की भूमिका में अब कलेक्टर सहित अधिकारियों को भी शामिल होना होगा। मुख्यमंत्री द्वारा अभियान के तहत इस वर्ष अधिक से अधिक घरों में मिट्टी के गणेश प्रतिमाओं की स्थापना का लक्ष्य रखा गया है।	[1267, 1120, 1511, 1202]
table-cell: 38265016	[1153, 2107, 1214, 2123]
table-cell: स्ट्रांग कप्लिंग स्प्रिंग कप्लर आर्म्स CBC	[1214, 2065, 1404, 2091]
van-points-list	[528, 1964, 1115, 2045]
table-cell: 08-10-26	[1058, 1766, 1116, 1797]
story-anganwadi	[220, 1015, 939, 1455]
brief-hockey-title: सीएम ने हॉकी खिलाड़ी कैप्टन रूप सिंह की जयंती पर किया नमन	[130, 18, 530, 37]
table-cell: 60 सेट्स	[1404, 2123, 1452, 2138]
list-item: 5. निविदा ऑनलाईन प्रस्तुत करने तथा खोलने का विवरण निम्नानुसार है :-	[542, 2031, 1115, 2045]
table-cell: 1438/01	[1383, 1714, 1438, 1747]
ad-nagar-nigam	[520, 1639, 1123, 1875]
van-schedule-table	[528, 2048, 911, 2187]
van-title: कार्यालय वनसंरक्षक, सामाजिक वानिकी वृत्त, जबलपुर (म.प्र.)	[620, 1890, 1023, 1910]
table-header: निविदा आई.डी.	[1270, 1681, 1383, 1714]
table-header: निविदा क्रमांक	[1383, 1681, 1438, 1714]
table-header: निविदा प्रपत्र का मूल्य एवं EMD	[978, 1716, 1058, 1748]
table-cell: 4	[1138, 1997, 1153, 2023]
masthead	[22, 16, 1511, 192]
table-header: कार्य की समयावधि एवं लागत	[905, 1716, 978, 1748]
election-headline-1: मध्यप्रदेश में 29 सितंबर के नगरीय	[1020, 200, 1446, 239]
list-item: 4. निविदा प्रपत्र का मूल्य राशि रूपये 500/- है, निविदाएँ ऑनलाईन ही क्रय की जा सकेगी एवं ऑनलाईन ही प्रस्तुत करना है मान्य होगी।	[542, 2019, 1115, 2032]
election-dateline: भोपाल, ईएमएस।	[955, 353, 1038, 368]
election-subhead: स्थानीय और पार्षद पदों पर होना था मतदान:	[955, 633, 1176, 650]
table-row	[1138, 2065, 1504, 2091]
table-cell: Tender ID2026-UAD_-534360-1 PRO-543 Date-07.09.2026	[547, 1766, 715, 1797]
table-header: निविदा की अंतिम तिथि	[1058, 1716, 1116, 1748]
table-header: निविदा तारीख	[1452, 1913, 1504, 1928]
table-row	[1138, 1928, 1504, 1944]
anganwadi-col3	[620, 1255, 795, 1455]
ayushman-caption	[276, 637, 723, 797]
college-ref-row	[1139, 1559, 1503, 1573]
college-ref: क्रमांक/1679/निविदा/2026	[1139, 1560, 1253, 1573]
table-cell: जिंक ब्रोमाइड (डिपिंग प्रोसेस) आयल कूलर रेडियेटर	[1214, 1944, 1404, 1959]
table-cell: 20/10/2026	[1452, 2138, 1504, 2153]
anganwadi-sidebar-title: पांच बड़े शहरों में भी बढ़ा स्टंटिंग	[812, 1108, 934, 1144]
bijli-body: भोपाल, ईएमएस। प्रदेश में बिजली की मांग अचानक बढ़ने या ग्रिड पर दबाव आने की स्थिति में अब बिजली कटौती का फैसला मैनुअल तरीके से लेने की जरूरत कम होगी। नई व्यवस्था में ग्रिड प्रबंधन व्यवस्था लागू की जा रही है। जिसमें ग्रिड पर तकनीकी दबाव पड़ने पर सिस्टम खुद-ब-खुद लोड कम करेगा। इसके तहत बिजली वितरण कंपनियों के फीडरों की पहचान कर उन्हें ऑटोमैटिक कटौती व्यवस्था से जोड़ा जाएगा। ग्रिड की स्थिति को ध्यान में रखकर संबंधित फीडरों पर स्वतः बिजली बंद की जाएगी। इस व्यवस्था का उद्देश्य ग्रिड को सुरक्षित रखना और किसी बड़े ब्लैकआउट की स्थिति से बचाना है।	[520, 1492, 939, 1606]
anganwadi-sidebar-text: जिला 2025 2026 बदलाव भोपाल 24.0 30.0 +6 अंक इंदौर 26.0 30.0 +4 अंक उज्जैन 35.0 35.0 कोई बदलाव नहीं जबलपुर 41.0 44.0 +3 अंक ग्वालियर 33.0 42.0 +3 अंक सबसे ज्यादा चिंता भोपाल और इंदौर में है, जहां एक साल में स्टंटिंग क्रमशः 6 और 4 प्रतिशत अंक बढ़ी है। उज्जैन में स्थिति स्थिर रही, जबकि जबलपुर और ग्वालियर में भी वृद्धि दर्ज हुई, जबकि उज्जैन में स्थिति स्थिर रही।	[812, 1145, 934, 1374]
railway-sign: कृते प्रमुख मुख्य सामग्री प्रबंधक, पश्चिम मध्य रेल, जबलपुर	[1314, 2179, 1504, 2190]
ad-van-sanrakshak	[520, 1880, 1123, 2392]
table-cell: Tender Publishing Date and Time	[528, 2069, 792, 2089]
brief-hockey-text: भोपाल। मुख्यमंत्री डॉ. मोहन यादव ने कैप्टन रूप सिंह की जयंती पर सादर नमन किया। मुख्यमंत्री ने अपने संदेश में कहा कि मध्यप्रदेश के गौरव, हॉकी खिलाड़ी कैप्टन रूप सिंह ने वर्ष 1932 और 1936 के ओलंपिक में देश को स्वर्ण पदक दिलाकर देश को गौरवान्वित किया था। खेल के प्रति उनका समर्पण भावी पीढ़ियों का सदैव मार्गदर्शन करता रहेगा।	[130, 39, 658, 86]
table-row	[1138, 1959, 1504, 1997]
election-body1: प्रदेश में बाढ़, कानून व्यवस्था और अन्य कारणों के चलते 29 सितंबर को होने वाले नगरीय निकाय और पंचायत चुनाव व उपचुनाव स्थगित कर दिए गए हैं। जिला कलेक्टरों और जिला निर्वाचन अधिकारियों ने मौजूदा परिस्थितियों में चुनाव कराने में असमर्थता जताई थी। इसके बाद राज्य निर्वाचन आयोग ने आगर-मालवा जिले के सुसनेर को छोड़कर संबंधित सभी निकायों और पंचायतों के चुनाव स्थगित करने का फैसला लिया है। अब परिस्थितियां अनुकूल होने पर कलेक्टरों की रिपोर्ट के आधार पर आयोग नई तारीखों का ऐलान करेगा। राज्य निर्वाचन आयोग ने पहले 29 सितंबर को मतदान की तारीख तय की थी। चुनाव प्रक्रिया 8 सितंबर से नामांकन के साथ शुरू होनी थी। नगरीय निकायों के नतीजे 3 अक्टूबर और पंचायतों के परिणाम पद के अनुसार 3 और 5 अक्टूबर को घोषित किए जाने थे।	[955, 373, 1271, 627]
monsoon-col1	[22, 1984, 246, 2392]
ayushman-col1-text: आयुष्मान भारत योजना में 1 अक्टूबर से लागू होने वाली नई व्यवस्था का सीधा असर मरीजों और निजी अस्पतालों के नेटवर्क पर पड़ सकता है। भोपाल, इंदौर, ग्वालियर और जबलपुर के आयुष्मान से जुड़े करीब 250 अस्पतालों के सामने योजना से बाहर होने का खतरा है। इन अस्पतालों को मेडिसिन पैकेज के लिए नेशनल एक्रीडिटेशन बोर्ड फॉर हॉस्पिटल्स (एनएबीएच) का फाइनल प्रमाण पत्र लेना होगा। सरकार का तर्क है कि इससे आयुष्मान योजना के तहत इलाज की गुणवत्ता बेहतर होगी। दूसरी ओर अस्पताल संचालकों का कहना है कि एनएबीएच की शर्तें पूरी करने में भारी खर्च आएगा, जबकि आयुष्मान के पैकेज की दरें उनकी बढ़ती लागत के मुकाबले पर्याप्त नहीं हैं। ऐसे में सवाल उठ रहा है कि यदि बड़ी संख्या में अस्पताल योजना से बाहर हुए तो मरीजों के सामने इलाज के किन विकल्प रहेंगे।	[34, 463, 265, 815]
election-box1-title: पंचायतों में 4 हजार से ज्यादा पदों पर चुनाव	[1288, 516, 1506, 559]
college-notice-title: निविदा आमंत्रण ई-निविदा सूचना	[1139, 1577, 1503, 1594]
table-cell: 12.00 PM	[857, 2128, 911, 2148]
ganesh-box-text: मुख्यमंत्री डॉ. मोहन यादव ने प्रदेशवासियों से अपील की है कि भगवान गणेश प्रदेश घर में मिट्टी से प्रतिमा और प्राकृतिक परिवार इस अभियान का सहभागी बनें। उन्होंने कहा कि यह किसी एक संस्था या सरकार का अभियान नहीं, बल्कि जनभागीदारी से पर्यावरण संरक्षण का अभियान है।	[1272, 1256, 1506, 1355]
table-number-row	[527, 1747, 1117, 1766]
city: जबलपुर	[1414, 97, 1467, 117]
story-election	[955, 200, 1511, 1003]
railway-intro: प्रमुख मुख्य सामग्री प्रबंधक, पश्चिम मध्य रेलवे की ओर से सम्बंधित स्रोत से ई-निविदा आमंत्रित करते हैं। निविदा में भाग लेने हेतु फर्म का रेलवे की ई-प्रोक्योरमेंट प्रणाली www.ireps.gov.in पर पंजीकृत होना अनिवार्य है।	[1138, 1887, 1504, 1909]
story-monsoon	[22, 1912, 510, 2392]
section-banner	[670, 16, 934, 168]
table-row	[527, 1766, 1117, 1797]
table-header-row	[527, 1716, 1117, 1748]
van-footer-left: जी-18319/26	[528, 2208, 597, 2221]
anganwadi-sidebar	[807, 1103, 939, 1455]
table-row	[1138, 2123, 1504, 2138]
table-cell: 02 सेट्स	[1404, 1997, 1452, 2023]
college-tender-table	[1139, 1680, 1503, 1748]
anganwadi-col3-text: करीब 71.12 लाख पात्र हितग्राही जुड़े हैं। बुनियादी सुविधाओं में भी सुधार हुआ है। 48,146 केंद्रों के पास अपना भवन है, जबकि 84,675 केंद्रों में शौचालय उपलब्ध है। इसके बावजूद पोषण परिणामों में स्टंटिंग का बढ़ना सेवाओं की गुणवत्ता, आहार की पर्याप्तता और बच्चों की नियमित पोषण निगरानी पर सवाल खड़े करता है।	[620, 1256, 795, 1405]
karmchari-headline-2: काम बंद करेंगे कर्मचारी	[242, 1503, 466, 1535]
table-cell: 25-09-2026	[791, 2167, 856, 2187]
table-cell: 2933420 नंबर्स	[1404, 1959, 1452, 1997]
nigam-sub: द्वितीय निविदा सूचना	[770, 1669, 873, 1686]
sahkari-title: साधारण वार्षिक आमसभा की सूचना	[958, 1475, 1117, 1490]
table-cell: Bid Technical Openning Date and Time	[528, 2167, 792, 2187]
egyan-body: भोपाल। मध्यप्रदेश के विद्यार्थियों को गुणवत्तापूर्ण डिजिटल अध्ययन सामग्री उपलब्ध कराने की दिशा में उच्च शिक्षा विभाग द्वारा तैयार किए गए ई-वीडियो कंटेंट अब 9 सितंबर 2026 से e-GyanSetu YouTube Channel पर उपलब्ध होंगे। ई-वीडियो कंटेंट के प्रसारण का उच्च शिक्षा मंत्री श्री इन्दर सिंह परमार द्वारा 9 सितंबर को शाम 5 बजे शुभारंभ किया जाएगा। कार्यक्रम का लाइव प्रसारण जनसंपर्क फेसबुक एवं e-GyanSetu YouTube Channel के माध्यम से होगा। राष्ट्रीय शिक्षा नीति (एनईपी)-2020 की भावना के अनुरूप तथा मुख्यमंत्री डॉ. मोहन यादव एवं मंत्री श्री परमार के मार्गदर्शन में प्रदेश के सभी शासकीय महाविद्यालयों में 10 डिजिटल स्टूडियो के माध्यम से स्नातक स्तर के विभिन्न विषयों एवं पाठ्यक्रमों के लिए ई-कंटेंट तैयार किया जा रहा है।	[22, 1086, 206, 1404]
ganesh-photo	[1099, 1119, 1255, 1331]
table-cell: 08-09-2026	[791, 2128, 856, 2148]
story-bijli	[520, 1466, 939, 1634]
